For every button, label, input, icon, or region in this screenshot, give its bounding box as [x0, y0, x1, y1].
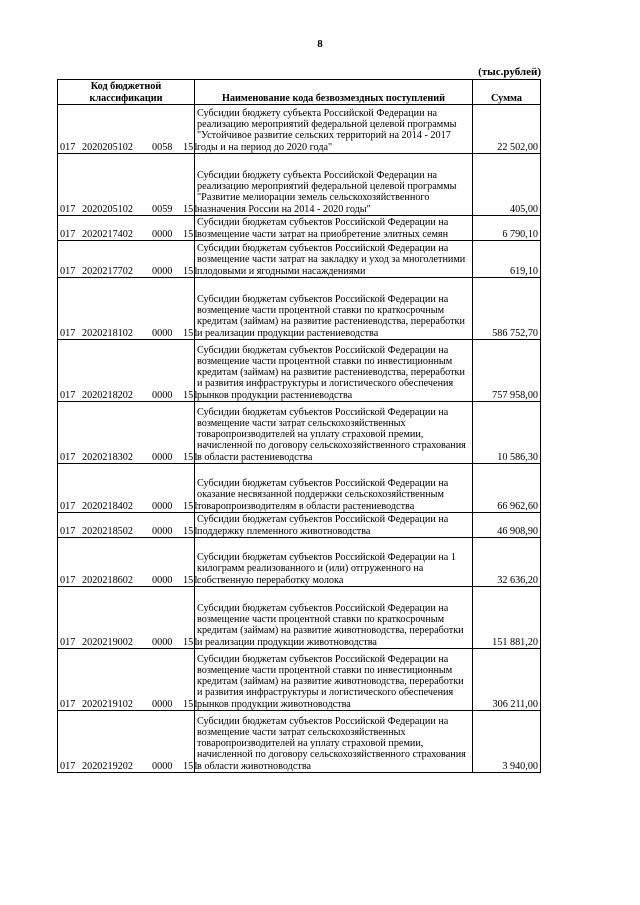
page-number: 8 — [317, 38, 323, 50]
income-code: 2020218602 — [82, 574, 133, 586]
table-row — [58, 340, 541, 402]
income-code: 2020218502 — [82, 525, 133, 537]
economic-code: 151 — [183, 698, 199, 710]
economic-code: 151 — [183, 451, 199, 463]
amount-cell: 6 790,10 — [473, 216, 541, 241]
table-row — [58, 402, 541, 464]
description-cell: Субсидии бюджетам субъектов Российской Федерации на возмещение части затрат на закладку и уход за многолетними плодовыми и ягодными насаждениями — [195, 241, 473, 278]
table-row — [58, 278, 541, 340]
program-code: 0000 — [152, 228, 173, 240]
table-row — [58, 538, 541, 587]
program-code: 0000 — [152, 636, 173, 648]
description-cell: Субсидии бюджетам субъектов Российской Федерации на поддержку племенного животноводства — [195, 513, 473, 538]
table-row — [58, 464, 541, 513]
description-cell: Субсидии бюджетам субъектов Российской Федерации на возмещение части затрат сельскохозяйственных товаропроизводителей на уплату страховой премии, начисленной по договору сельскохозяйственного страхования в области животноводства — [195, 711, 473, 773]
admin-code: 017 — [60, 141, 76, 153]
code-cell — [58, 241, 199, 278]
description-cell: Субсидии бюджетам субъектов Российской Федерации на возмещение части процентной ставки по инвестиционным кредитам (займам) на развитие растениеводства, переработки и развития инфраструктуры и логистического обеспечения рынков продукции растениеводства — [195, 340, 473, 402]
code-cell — [58, 464, 199, 513]
economic-code: 151 — [183, 228, 199, 240]
economic-code: 151 — [183, 525, 199, 537]
code-cell — [58, 538, 199, 587]
amount-cell: 66 962,60 — [473, 464, 541, 513]
description-cell: Субсидии бюджетам субъектов Российской Федерации на возмещение части затрат сельскохозяйственных товаропроизводителей на уплату страховой премии, начисленной по договору сельскохозяйственного страхования в области растениеводства — [195, 402, 473, 464]
admin-code: 017 — [60, 327, 76, 339]
admin-code: 017 — [60, 760, 76, 772]
amount-cell: 405,00 — [473, 154, 541, 216]
description-cell: Субсидии бюджетам субъектов Российской Федерации на 1 килограмм реализованного и (или) отгруженного на собственную переработку молока — [195, 538, 473, 587]
program-code: 0000 — [152, 389, 173, 401]
code-cell — [58, 513, 199, 538]
admin-code: 017 — [60, 698, 76, 710]
program-code: 0000 — [152, 265, 173, 277]
budget-table — [57, 79, 541, 773]
income-code: 2020205102 — [82, 203, 133, 215]
economic-code: 151 — [183, 141, 199, 153]
amount-cell: 46 908,90 — [473, 513, 541, 538]
economic-code: 151 — [183, 574, 199, 586]
header-code: Код бюджетной классификации — [58, 80, 195, 105]
economic-code: 151 — [183, 636, 199, 648]
admin-code: 017 — [60, 636, 76, 648]
economic-code: 151 — [183, 760, 199, 772]
income-code: 2020217402 — [82, 228, 133, 240]
amount-cell: 306 211,00 — [473, 649, 541, 711]
program-code: 0000 — [152, 525, 173, 537]
income-code: 2020219002 — [82, 636, 133, 648]
income-code: 2020217702 — [82, 265, 133, 277]
description-cell: Субсидии бюджетам субъектов Российской Федерации на оказание несвязанной поддержки сельскохозяйственным товаропроизводителям в области растениеводства — [195, 464, 473, 513]
description-cell: Субсидии бюджетам субъектов Российской Федерации на возмещение части процентной ставки по инвестиционным кредитам (займам) на развитие животноводства, переработки и развития инфраструктуры и логистического обеспечения рынков продукции животноводства — [195, 649, 473, 711]
code-cell — [58, 711, 199, 773]
header-amount: Сумма — [473, 80, 541, 105]
amount-cell: 22 502,00 — [473, 105, 541, 154]
units-label: (тыс.рублей) — [478, 66, 541, 78]
code-cell — [58, 340, 199, 402]
amount-cell: 151 881,20 — [473, 587, 541, 649]
amount-cell: 10 586,30 — [473, 402, 541, 464]
code-cell — [58, 402, 199, 464]
table-row — [58, 711, 541, 773]
program-code: 0059 — [152, 203, 173, 215]
table-row — [58, 587, 541, 649]
economic-code: 151 — [183, 500, 199, 512]
table-row — [58, 105, 541, 154]
table-row — [58, 216, 541, 241]
admin-code: 017 — [60, 451, 76, 463]
admin-code: 017 — [60, 203, 76, 215]
amount-cell: 586 752,70 — [473, 278, 541, 340]
code-cell — [58, 649, 199, 711]
table-header-row — [58, 80, 541, 105]
income-code: 2020205102 — [82, 141, 133, 153]
income-code: 2020219102 — [82, 698, 133, 710]
admin-code: 017 — [60, 265, 76, 277]
code-cell — [58, 105, 199, 154]
economic-code: 151 — [183, 327, 199, 339]
admin-code: 017 — [60, 574, 76, 586]
income-code: 2020218202 — [82, 389, 133, 401]
description-cell: Субсидии бюджетам субъектов Российской Федерации на возмещение части процентной ставки по краткосрочным кредитам (займам) на развитие животноводства, переработки и реализации продукции животноводства — [195, 587, 473, 649]
table-row — [58, 649, 541, 711]
admin-code: 017 — [60, 389, 76, 401]
amount-cell: 32 636,20 — [473, 538, 541, 587]
economic-code: 151 — [183, 389, 199, 401]
economic-code: 151 — [183, 265, 199, 277]
description-cell: Субсидии бюджетам субъектов Российской Федерации на возмещение части затрат на приобретение элитных семян — [195, 216, 473, 241]
table-row — [58, 241, 541, 278]
amount-cell: 757 958,00 — [473, 340, 541, 402]
code-cell — [58, 216, 199, 241]
code-cell — [58, 278, 199, 340]
program-code: 0000 — [152, 574, 173, 586]
amount-cell: 619,10 — [473, 241, 541, 278]
code-cell — [58, 154, 199, 216]
table-row — [58, 513, 541, 538]
table-row — [58, 154, 541, 216]
description-cell: Субсидии бюджету субъекта Российской Федерации на реализацию мероприятий федеральной целевой программы "Устойчивое развитие сельских территорий на 2014 - 2017 годы и на период до 2020 года" — [195, 105, 473, 154]
program-code: 0058 — [152, 141, 173, 153]
program-code: 0000 — [152, 500, 173, 512]
income-code: 2020218402 — [82, 500, 133, 512]
income-code: 2020219202 — [82, 760, 133, 772]
program-code: 0000 — [152, 451, 173, 463]
program-code: 0000 — [152, 327, 173, 339]
income-code: 2020218302 — [82, 451, 133, 463]
program-code: 0000 — [152, 698, 173, 710]
description-cell: Субсидии бюджетам субъектов Российской Федерации на возмещение части процентной ставки по краткосрочным кредитам (займам) на развитие растениеводства, переработки и реализации продукции растениеводства — [195, 278, 473, 340]
admin-code: 017 — [60, 500, 76, 512]
description-cell: Субсидии бюджету субъекта Российской Федерации на реализацию мероприятий федеральной целевой программы "Развитие мелиорации земель сельскохозяйственного назначения России на 2014 - 2020 годы" — [195, 154, 473, 216]
amount-cell: 3 940,00 — [473, 711, 541, 773]
code-cell — [58, 587, 199, 649]
admin-code: 017 — [60, 228, 76, 240]
header-name: Наименование кода безвозмездных поступлений — [195, 80, 473, 105]
admin-code: 017 — [60, 525, 76, 537]
program-code: 0000 — [152, 760, 173, 772]
income-code: 2020218102 — [82, 327, 133, 339]
economic-code: 151 — [183, 203, 199, 215]
